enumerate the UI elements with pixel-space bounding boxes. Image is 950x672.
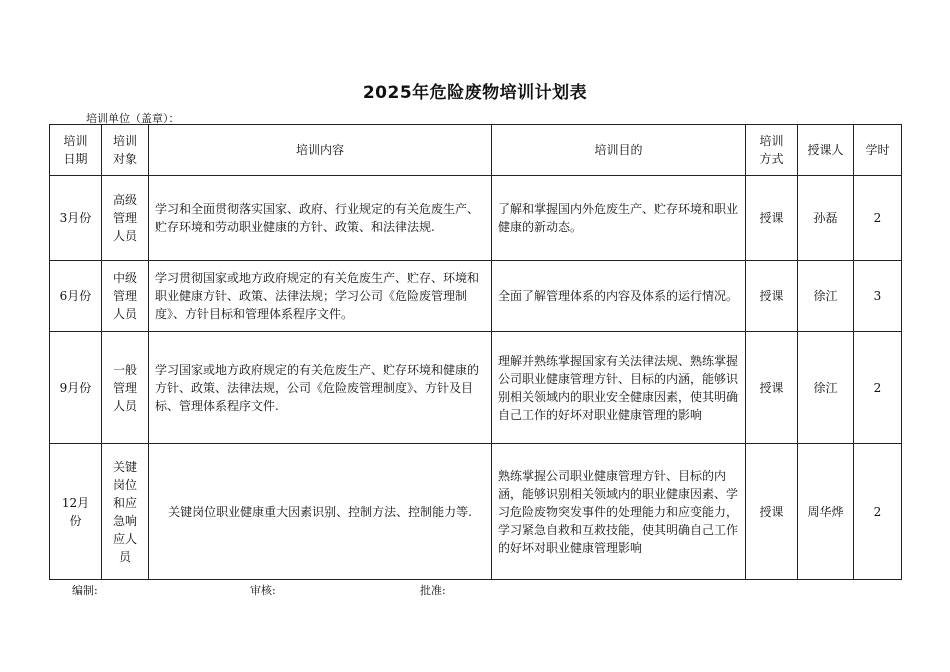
cell-date: 3月份 [50,176,102,261]
cell-date: 9月份 [50,332,102,444]
table-row [50,176,902,261]
cell-method: 授课 [746,332,798,444]
cell-content: 学习国家或地方政府规定的有关危废生产、贮存环境和健康的方针、政策、法律法规，公司《危险废管理制度》、方针及目标、管理体系程序文件. [149,332,492,444]
training-unit-label: 培训单位（盖章）： [86,112,180,125]
header-purpose: 培训目的 [492,125,746,176]
cell-target: 关键 岗位 和应 急响 应人 员 [102,444,149,580]
cell-instructor: 孙磊 [798,176,854,261]
cell-target: 高级 管理 人员 [102,176,149,261]
table-row [50,444,902,580]
cell-target: 一般 管理 人员 [102,332,149,444]
prepared-by-label: 编制: [72,584,98,597]
cell-instructor: 徐江 [798,261,854,332]
cell-method: 授课 [746,444,798,580]
cell-hours: 2 [854,332,902,444]
cell-hours: 2 [854,176,902,261]
cell-date: 6月份 [50,261,102,332]
approved-by-label: 批准: [420,584,446,597]
table-header-row [50,125,902,176]
header-method: 培训 方式 [746,125,798,176]
header-hours: 学时 [854,125,902,176]
table-row [50,332,902,444]
header-date: 培训 日期 [50,125,102,176]
cell-target: 中级 管理 人员 [102,261,149,332]
cell-method: 授课 [746,261,798,332]
cell-content: 关键岗位职业健康重大因素识别、控制方法、控制能力等. [149,444,492,580]
cell-hours: 3 [854,261,902,332]
training-plan-table [49,124,902,580]
header-target: 培训 对象 [102,125,149,176]
cell-content: 学习贯彻国家或地方政府规定的有关危废生产、贮存、环境和职业健康方针、政策、法律法规；学习公司《危险废管理制度》、方针目标和管理体系程序文件。 [149,261,492,332]
cell-hours: 2 [854,444,902,580]
reviewed-by-label: 审核: [250,584,276,597]
header-content: 培训内容 [149,125,492,176]
document-title: 2025年危险废物培训计划表 [362,83,588,103]
cell-purpose: 全面了解管理体系的内容及体系的运行情况。 [492,261,746,332]
cell-method: 授课 [746,176,798,261]
cell-purpose: 熟练掌握公司职业健康管理方针、目标的内涵，能够识别相关领域内的职业健康因素、学习危险废物突发事件的处理能力和应变能力，学习紧急自救和互救技能，使其明确自己工作的好坏对职业健康管理影响 [492,444,746,580]
cell-instructor: 徐江 [798,332,854,444]
table-row [50,261,902,332]
cell-date: 12月 份 [50,444,102,580]
header-instructor: 授课人 [798,125,854,176]
cell-instructor: 周华烨 [798,444,854,580]
cell-purpose: 理解并熟练掌握国家有关法律法规、熟练掌握公司职业健康管理方针、目标的内涵，能够识别相关领域内的职业安全健康因素，使其明确自己工作的好坏对职业健康管理的影响 [492,332,746,444]
cell-content: 学习和全面贯彻落实国家、政府、行业规定的有关危废生产、贮存环境和劳动职业健康的方针、政策、和法律法规. [149,176,492,261]
cell-purpose: 了解和掌握国内外危废生产、贮存环境和职业健康的新动态。 [492,176,746,261]
